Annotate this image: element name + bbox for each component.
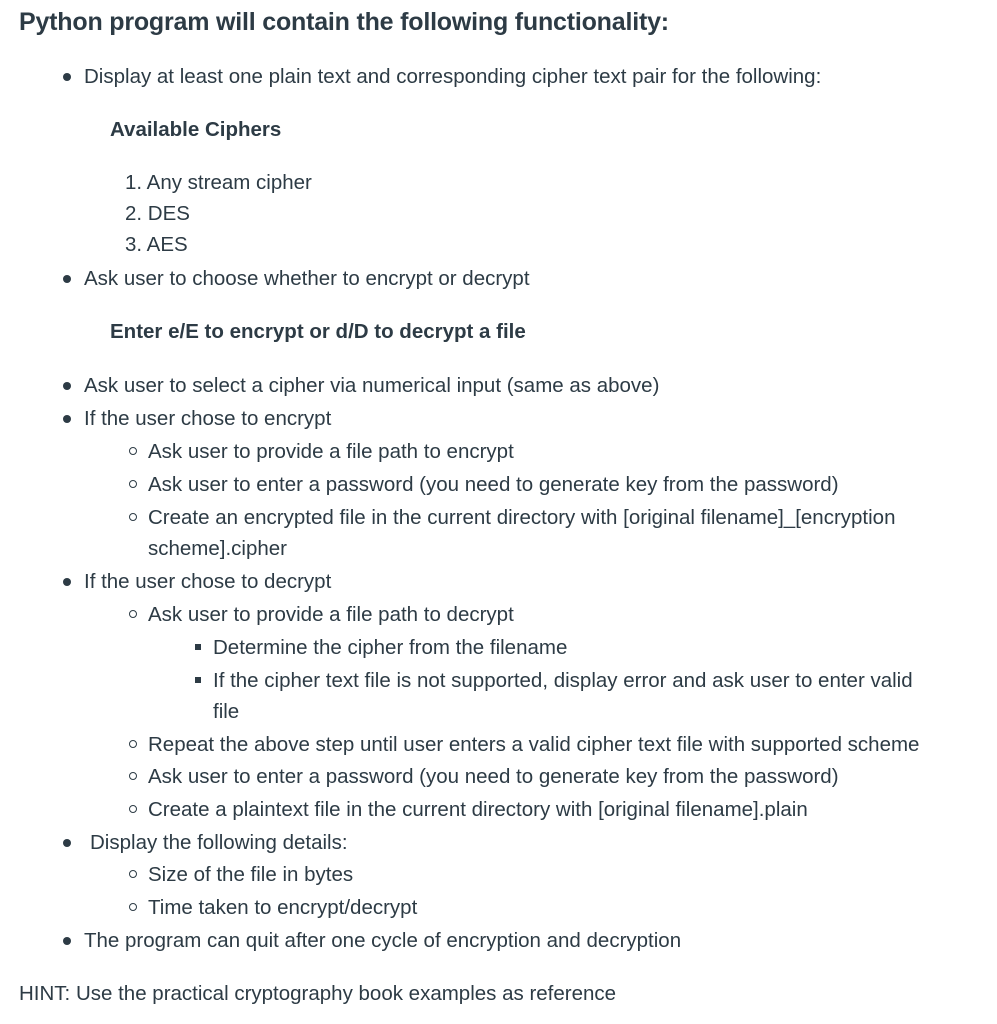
cipher-option-1: 1. Any stream cipher (125, 171, 312, 194)
subsublist-item-dec-unsupported-cont: file (213, 700, 240, 723)
sublist-item-dec-repeat: Repeat the above step until user enters a valid cipher text file with supported scheme (148, 733, 920, 756)
enter-prompt-text: Enter e/E to encrypt or d/D to decrypt a file (110, 320, 526, 343)
bullet-circle-icon (129, 513, 137, 521)
sublist-item-enc-file-path: Ask user to provide a file path to encrypt (148, 440, 514, 463)
bullet-circle-icon (129, 870, 137, 878)
sublist-item-detail-size: Size of the file in bytes (148, 863, 354, 886)
bullet-circle-icon (129, 903, 137, 911)
list-item-if-decrypt: If the user chose to decrypt (84, 570, 332, 593)
subsublist-item-dec-determine: Determine the cipher from the filename (213, 636, 568, 659)
list-item-quit: The program can quit after one cycle of encryption and decryption (84, 929, 682, 952)
sublist-item-dec-create: Create a plaintext file in the current directory with [original filename].plain (148, 798, 808, 821)
sublist-item-dec-file-path: Ask user to provide a file path to decrypt (148, 603, 514, 626)
sublist-item-enc-password: Ask user to enter a password (you need to generate key from the password) (148, 473, 839, 496)
available-ciphers-heading: Available Ciphers (110, 118, 282, 141)
sublist-item-dec-password: Ask user to enter a password (you need to generate key from the password) (148, 765, 839, 788)
sublist-item-detail-time: Time taken to encrypt/decrypt (148, 896, 418, 919)
cipher-option-3: 3. AES (125, 233, 188, 256)
list-item-display-details: Display the following details: (90, 831, 348, 854)
list-item-ask-choose: Ask user to choose whether to encrypt or decrypt (84, 267, 530, 290)
bullet-circle-icon (129, 447, 137, 455)
cipher-option-2: 2. DES (125, 202, 190, 225)
bullet-square-icon (195, 644, 201, 650)
bullet-circle-icon (129, 610, 137, 618)
sublist-item-enc-create: Create an encrypted file in the current directory with [original filename]_[encryption (148, 506, 896, 529)
bullet-disc-icon (63, 839, 71, 847)
bullet-circle-icon (129, 805, 137, 813)
list-item-select-cipher: Ask user to select a cipher via numerical input (same as above) (84, 374, 660, 397)
sublist-item-enc-create-cont: scheme].cipher (148, 537, 288, 560)
bullet-disc-icon (63, 382, 71, 390)
bullet-disc-icon (63, 415, 71, 423)
list-item-if-encrypt: If the user chose to encrypt (84, 407, 332, 430)
bullet-circle-icon (129, 772, 137, 780)
bullet-circle-icon (129, 480, 137, 488)
bullet-disc-icon (63, 578, 71, 586)
list-item-display-pair: Display at least one plain text and corresponding cipher text pair for the following: (84, 65, 822, 88)
bullet-square-icon (195, 677, 201, 683)
page-title: Python program will contain the following functionality: (19, 8, 669, 36)
subsublist-item-dec-unsupported: If the cipher text file is not supported, display error and ask user to enter valid (213, 669, 913, 692)
bullet-disc-icon (63, 937, 71, 945)
bullet-circle-icon (129, 740, 137, 748)
bullet-disc-icon (63, 275, 71, 283)
hint-text: HINT: Use the practical cryptography book examples as reference (19, 982, 617, 1005)
bullet-disc-icon (63, 73, 71, 81)
